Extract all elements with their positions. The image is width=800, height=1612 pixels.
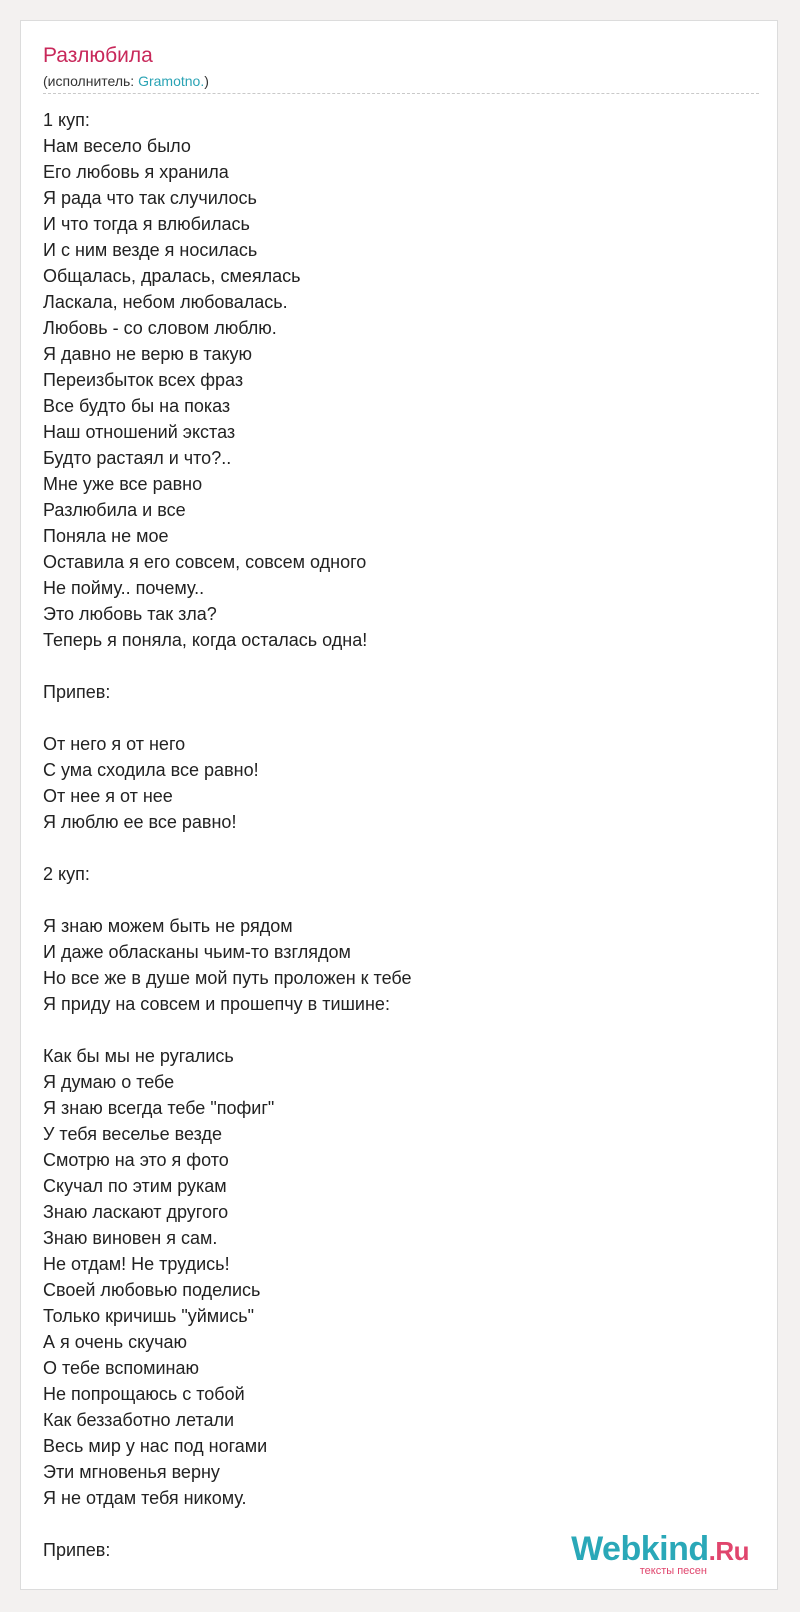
- lyric-line: Смотрю на это я фото: [43, 1150, 229, 1170]
- lyric-line: Не отдам! Не трудись!: [43, 1254, 230, 1274]
- lyric-line: Мне уже все равно: [43, 474, 203, 494]
- dashed-divider: [43, 93, 759, 94]
- lyric-line: Как бы мы не ругались: [43, 1046, 234, 1066]
- lyric-line: Теперь я поняла, когда осталась одна!: [43, 630, 368, 650]
- lyric-line: Я знаю всегда тебе "пофиг": [43, 1098, 275, 1118]
- lyric-line: Весь мир у нас под ногами: [43, 1436, 268, 1456]
- lyric-line: Знаю ласкают другого: [43, 1202, 229, 1222]
- lyric-line: Ласкала, небом любовалась.: [43, 292, 288, 312]
- lyric-line: Я давно не верю в такую: [43, 344, 253, 364]
- lyric-line: От нее я от нее: [43, 786, 173, 806]
- artist-prefix: (исполнитель:: [43, 73, 139, 89]
- lyric-line: 2 куп:: [43, 864, 90, 884]
- lyric-line: [43, 835, 759, 861]
- logo-domain-text: .Ru: [708, 1536, 749, 1566]
- lyric-line: Скучал по этим рукам: [43, 1176, 227, 1196]
- song-title: Разлюбила: [43, 44, 153, 67]
- lyric-line: Разлюбила и все: [43, 500, 186, 520]
- lyric-line: Я думаю о тебе: [43, 1072, 175, 1092]
- lyric-line: Как беззаботно летали: [43, 1410, 235, 1430]
- lyric-line: Знаю виновен я сам.: [43, 1228, 218, 1248]
- logo-main-text: Webkind: [571, 1530, 709, 1568]
- site-logo[interactable]: [571, 1531, 749, 1577]
- logo-wordmark: [571, 1531, 749, 1569]
- lyric-line: 1 куп:: [43, 110, 90, 130]
- lyric-line: Все будто бы на показ: [43, 396, 231, 416]
- lyrics-card: [20, 20, 778, 1590]
- lyric-line: Своей любовью поделись: [43, 1280, 261, 1300]
- lyric-line: Припев:: [43, 682, 111, 702]
- lyric-line: Припев:: [43, 1540, 111, 1560]
- lyric-line: И что тогда я влюбилась: [43, 214, 250, 234]
- lyric-line: Любовь - со словом люблю.: [43, 318, 277, 338]
- lyric-line: Общалась, дралась, смеялась: [43, 266, 301, 286]
- lyric-line: [43, 705, 759, 731]
- lyric-line: Переизбыток всех фраз: [43, 370, 244, 390]
- lyric-line: От него я от него: [43, 734, 186, 754]
- lyric-line: Я люблю ее все равно!: [43, 812, 237, 832]
- lyric-line: Не пойму.. почему..: [43, 578, 205, 598]
- lyric-line: У тебя веселье везде: [43, 1124, 222, 1144]
- lyric-line: Оставила я его совсем, совсем одного: [43, 552, 367, 572]
- lyric-line: Я не отдам тебя никому.: [43, 1488, 247, 1508]
- lyric-line: О тебе вспоминаю: [43, 1358, 199, 1378]
- lyric-line: Только кричишь "уймись": [43, 1306, 255, 1326]
- lyric-line: Будто растаял и что?..: [43, 448, 232, 468]
- lyrics-text: [43, 107, 759, 1563]
- lyric-line: И даже обласканы чьим-то взглядом: [43, 942, 351, 962]
- lyric-line: Не попрощаюсь с тобой: [43, 1384, 245, 1404]
- lyric-line: Поняла не мое: [43, 526, 169, 546]
- lyric-line: Его любовь я хранила: [43, 162, 229, 182]
- lyric-line: Это любовь так зла?: [43, 604, 217, 624]
- lyric-line: Эти мгновенья верну: [43, 1462, 220, 1482]
- lyric-line: Я приду на совсем и прошепчу в тишине:: [43, 994, 390, 1014]
- lyric-line: [43, 887, 759, 913]
- lyric-line: Нам весело было: [43, 136, 191, 156]
- lyric-line: А я очень скучаю: [43, 1332, 188, 1352]
- lyric-line: Но все же в душе мой путь проложен к тебе: [43, 968, 412, 988]
- artist-suffix: ): [204, 73, 209, 89]
- artist-line: [43, 72, 209, 90]
- lyric-line: [43, 653, 759, 679]
- lyric-line: [43, 1017, 759, 1043]
- artist-link[interactable]: Gramotno.: [138, 73, 205, 89]
- lyric-line: Я знаю можем быть не рядом: [43, 916, 293, 936]
- lyric-line: Наш отношений экстаз: [43, 422, 236, 442]
- lyric-line: И с ним везде я носилась: [43, 240, 258, 260]
- lyric-line: Я рада что так случилось: [43, 188, 257, 208]
- logo-tagline: тексты песен: [639, 1565, 707, 1577]
- lyric-line: С ума сходила все равно!: [43, 760, 259, 780]
